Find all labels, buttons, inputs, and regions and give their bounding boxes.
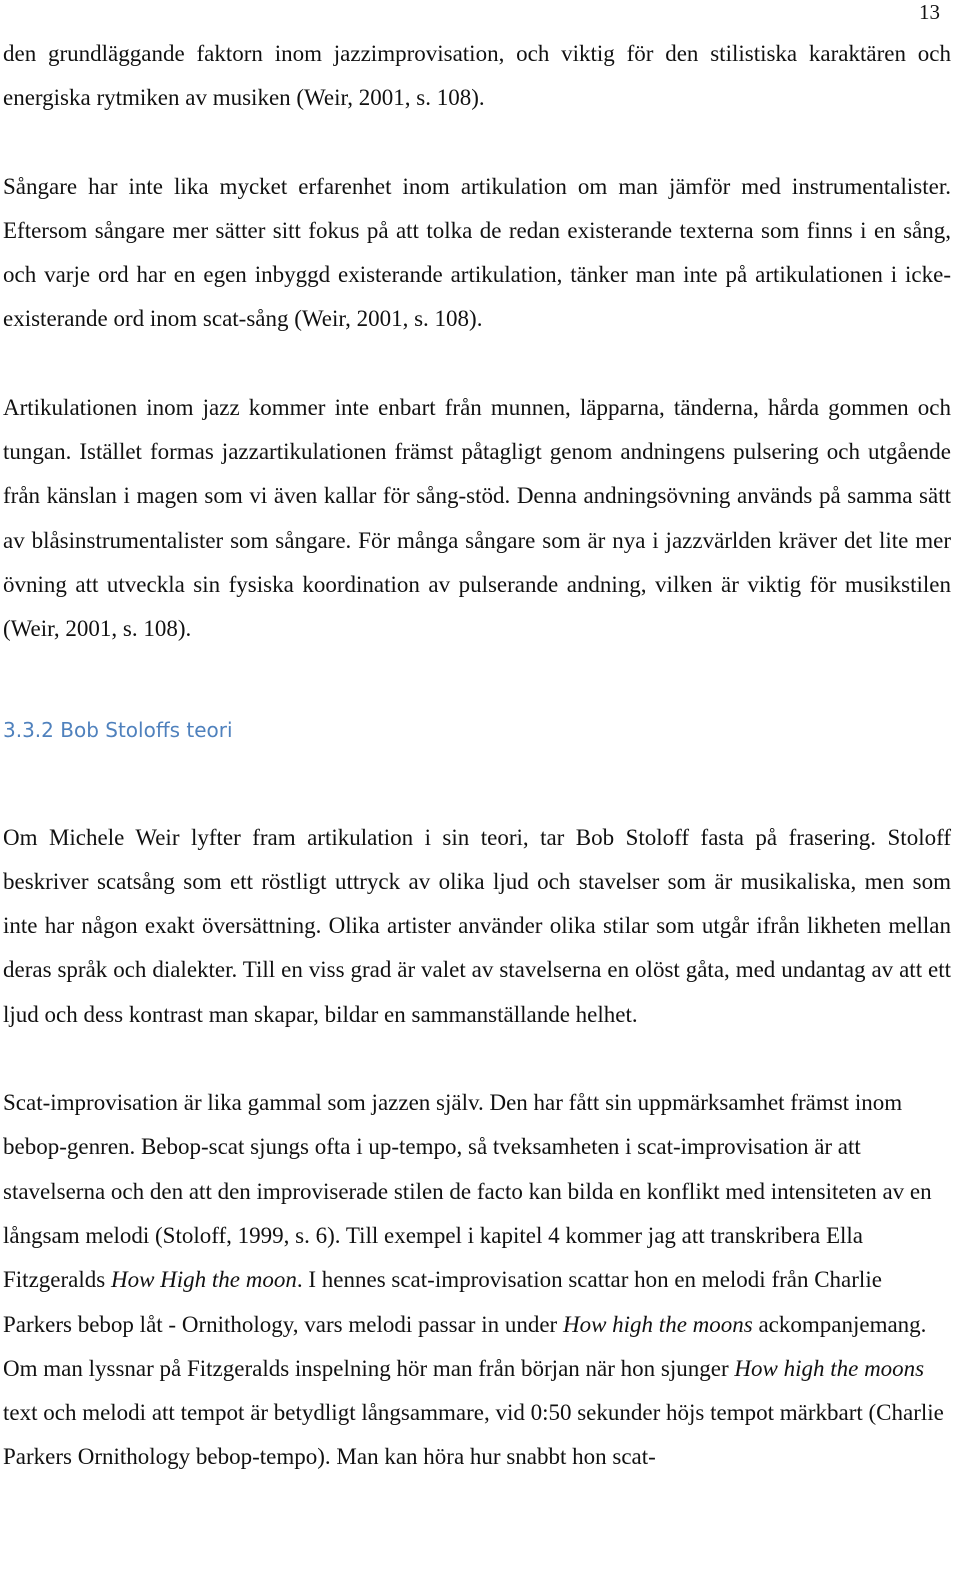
page-number: 13 bbox=[919, 0, 940, 24]
text-run: Scat-improvisation är lika gammal som jazzen själv. Den har fått sin uppmärksamhet främst inom bebop-genren. Bebop-scat sjungs ofta i up-tempo, så tveksamheten i scat-improvisation är att stavelserna och den att den improviserade stilen de facto kan bilda en konflikt med intensiteten av en långsam melodi (Stoloff, 1999, s. 6). Till exempel i kapitel 4 kommer jag att transkribera Ella Fitzgeralds bbox=[3, 1090, 932, 1293]
song-title: How high the moons bbox=[734, 1355, 925, 1381]
song-title: How High the moon bbox=[110, 1267, 297, 1293]
paragraph-3: Artikulationen inom jazz kommer inte enbart från munnen, läpparna, tänderna, hårda gommen och tungan. Istället formas jazzartikulationen främst påtagligt genom andningens pulsering och utgående från känslan i magen som vi även kallar för sång-stöd. Denna andningsövning används på samma sätt av blåsinstrumentalister som sångare. För många sångare som är nya i jazzvärlden kräver det lite mer övning att utveckla sin fysiska koordination av pulserande andning, vilken är viktig för musikstilen (Weir, 2001, s. 108). bbox=[3, 394, 951, 642]
section-paragraph-2 bbox=[3, 1081, 951, 1480]
document-body bbox=[3, 32, 951, 1480]
section-paragraph-1: Om Michele Weir lyfter fram artikulation i sin teori, tar Bob Stoloff fasta på frasering. Stoloff beskriver scatsång som ett röstligt uttryck av olika ljud och stavelser som är musikaliska, men som inte har någon exakt översättning. Olika artister använder olika stilar som utgår ifrån likheten mellan deras språk och dialekter. Till en viss grad är valet av stavelserna en olöst gåta, med undantag av att ett ljud och dess kontrast man skapar, bildar en sammanställande helhet. bbox=[3, 824, 951, 1027]
paragraph-2: Sångare har inte lika mycket erfarenhet inom artikulation om man jämför med instrumentalister. Eftersom sångare mer sätter sitt fokus på att tolka de redan existerande texterna som finns i en sång, och varje ord har en egen inbyggd existerande artikulation, tänker man inte på artikulationen i icke-existerande ord inom scat-sång (Weir, 2001, s. 108). bbox=[3, 173, 951, 332]
text-run: text och melodi att tempot är betydligt långsammare, vid 0:50 sekunder höjs tempot märkbart (Charlie Parkers Ornithology bebop-tempo). Man kan höra hur snabbt hon scat- bbox=[3, 1400, 944, 1470]
song-title: How high the moons bbox=[562, 1311, 753, 1337]
paragraph-1: den grundläggande faktorn inom jazzimprovisation, och viktig för den stilistiska karaktären och energiska rytmiken av musiken (Weir, 2001, s. 108). bbox=[3, 41, 951, 111]
text-run: . I hennes scat-improvisation scattar hon en melodi från Charlie Parkers bebop låt - Ornithology, vars melodi passar in under bbox=[3, 1267, 882, 1337]
section-heading: 3.3.2 Bob Stoloffs teori bbox=[3, 717, 233, 742]
text-run: ackompanjemang. Om man lyssnar på Fitzgeralds inspelning hör man från början när hon sjunger bbox=[3, 1311, 927, 1381]
